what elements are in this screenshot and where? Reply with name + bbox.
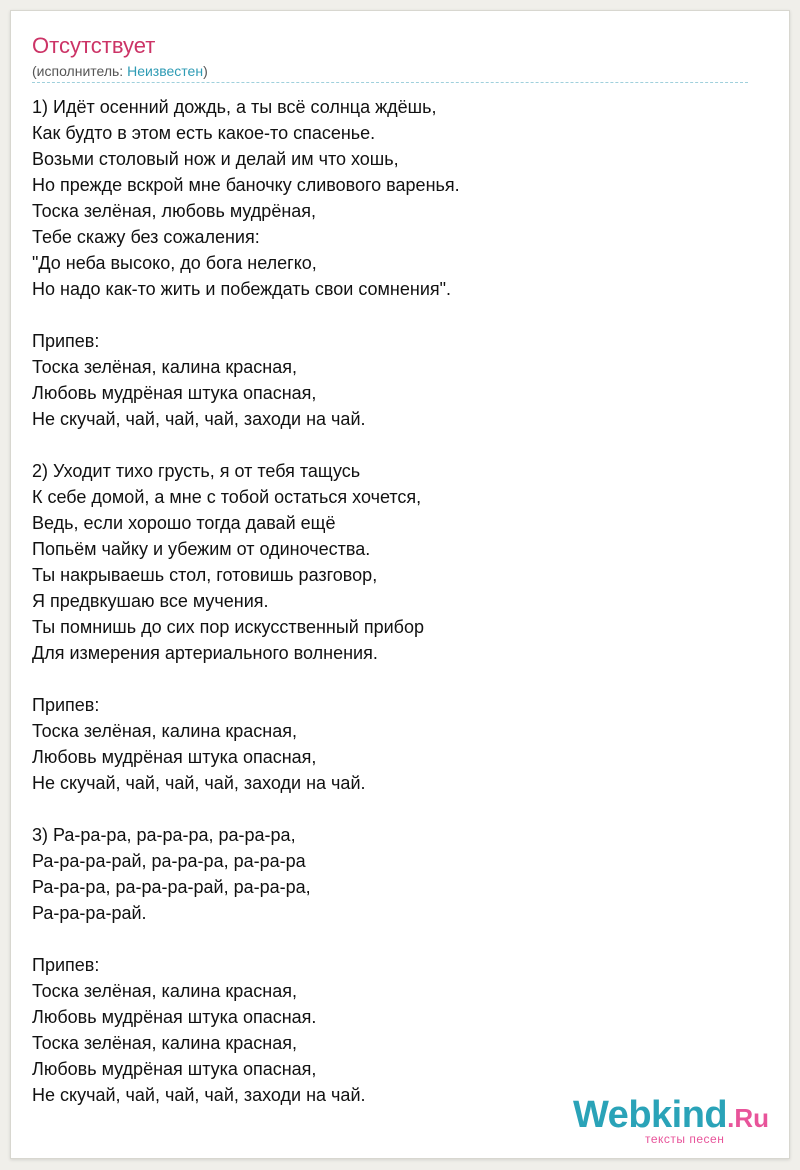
lyric-line: Я предвкушаю все мучения.: [32, 591, 269, 611]
lyric-line: "До неба высоко, до бога нелегко,: [32, 253, 317, 273]
chorus-label: Припев:: [32, 955, 100, 975]
chorus-label: Припев:: [32, 331, 100, 351]
lyric-line: Для измерения артериального волнения.: [32, 643, 378, 663]
chorus-1: [32, 328, 748, 432]
chorus-3: [32, 952, 748, 1108]
lyric-line: Как будто в этом есть какое-то спасенье.: [32, 123, 376, 143]
lyric-line: Ты помнишь до сих пор искусственный прибор: [32, 617, 424, 637]
performer-suffix: ): [203, 63, 208, 79]
logo-tagline: тексты песен: [645, 1132, 725, 1146]
logo-name: Webkind: [573, 1094, 728, 1136]
lyric-line: Ты накрываешь стол, готовишь разговор,: [32, 565, 378, 585]
lyric-line: Ра-ра-ра, ра-ра-ра-рай, ра-ра-ра,: [32, 877, 311, 897]
lyric-line: Но прежде вскрой мне баночку сливового варенья.: [32, 175, 460, 195]
lyric-line: Любовь мудрёная штука опасная,: [32, 383, 317, 403]
lyric-line: Тоска зелёная, любовь мудрёная,: [32, 201, 317, 221]
logo-tld: .Ru: [727, 1103, 770, 1133]
lyric-line: К себе домой, а мне с тобой остаться хочется,: [32, 487, 422, 507]
performer-prefix: (исполнитель:: [32, 63, 128, 79]
lyric-line: Тебе скажу без сожаления:: [32, 227, 260, 247]
lyric-line: Ра-ра-ра-рай.: [32, 903, 147, 923]
lyric-line: Не скучай, чай, чай, чай, заходи на чай.: [32, 409, 366, 429]
lyric-line: Не скучай, чай, чай, чай, заходи на чай.: [32, 773, 366, 793]
lyric-line: Любовь мудрёная штука опасная,: [32, 1059, 317, 1079]
lyric-line: Тоска зелёная, калина красная,: [32, 1033, 297, 1053]
lyric-line: 1) Идёт осенний дождь, а ты всё солнца ждёшь,: [32, 97, 437, 117]
lyrics-body: [32, 94, 748, 1134]
lyric-line: 2) Уходит тихо грусть, я от тебя тащусь: [32, 461, 361, 481]
verse-3: [32, 822, 748, 926]
lyric-line: Любовь мудрёная штука опасная,: [32, 747, 317, 767]
performer-line: [32, 62, 208, 80]
header-divider: [32, 82, 748, 83]
webkind-logo[interactable]: [573, 1095, 773, 1145]
lyric-line: Ра-ра-ра-рай, ра-ра-ра, ра-ра-ра: [32, 851, 306, 871]
lyric-line: Любовь мудрёная штука опасная.: [32, 1007, 317, 1027]
lyric-line: Возьми столовый нож и делай им что хошь,: [32, 149, 399, 169]
verse-2: [32, 458, 748, 666]
lyric-line: Тоска зелёная, калина красная,: [32, 981, 297, 1001]
lyric-line: Попьём чайку и убежим от одиночества.: [32, 539, 371, 559]
lyric-line: Ведь, если хорошо тогда давай ещё: [32, 513, 336, 533]
lyric-line: 3) Ра-ра-ра, ра-ра-ра, ра-ра-ра,: [32, 825, 296, 845]
verse-1: [32, 94, 748, 302]
lyric-line: Не скучай, чай, чай, чай, заходи на чай.: [32, 1085, 366, 1105]
chorus-label: Припев:: [32, 695, 100, 715]
artist-link[interactable]: Неизвестен: [127, 63, 204, 79]
lyric-line: Тоска зелёная, калина красная,: [32, 721, 297, 741]
song-title: Отсутствует: [32, 33, 156, 58]
lyric-line: Но надо как-то жить и побеждать свои сомнения".: [32, 279, 452, 299]
lyric-line: Тоска зелёная, калина красная,: [32, 357, 297, 377]
chorus-2: [32, 692, 748, 796]
